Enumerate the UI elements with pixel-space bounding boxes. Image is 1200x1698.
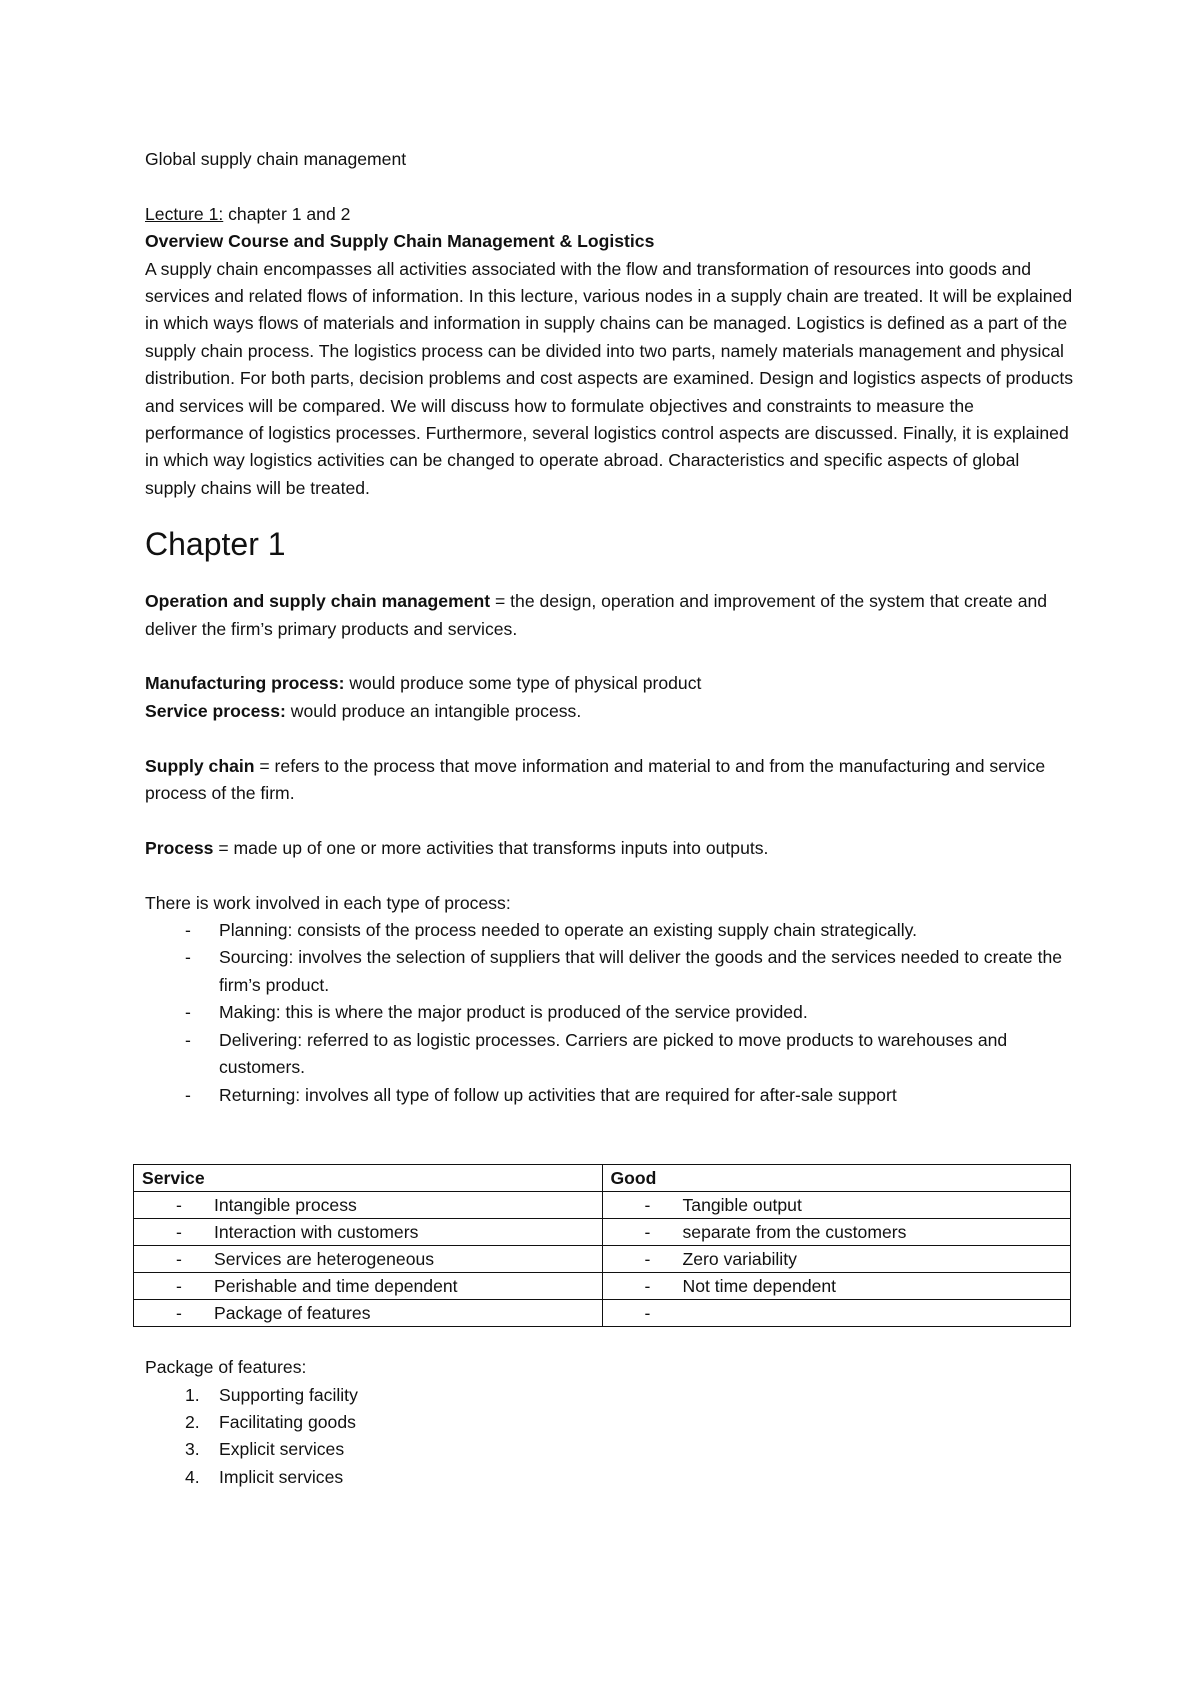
lecture-line [145,201,1075,228]
list-item: - Returning: involves all type of follow up activities that are required for after-sale support [145,1082,1075,1109]
table-row [134,1191,1071,1218]
definition-process [145,835,1075,862]
definition-term: Process [145,837,214,858]
definition-supply-chain [145,753,1075,808]
list-item: 1. Supporting facility [145,1382,1075,1409]
lecture-chapters: chapter 1 and 2 [223,203,351,224]
list-item: - Delivering: referred to as logistic processes. Carriers are picked to move products to warehouses and customers. [145,1027,1075,1082]
definition-oscm [145,588,1075,643]
lecture-summary: A supply chain encompasses all activities associated with the flow and transformation of resources into goods and services and related flows of information. In this lecture, various nodes in a supply chain are treated. It will be explained in which ways flows of materials and information in supply chains can be managed. Logistics is defined as a part of the supply chain process. The logistics process can be divided into two parts, namely materials management and physical distribution. For both parts, decision problems and cost aspects are examined. Design and logistics aspects of products and services will be compared. We will discuss how to formulate objectives and constraints to measure the performance of logistics processes. Furthermore, several logistics control aspects are discussed. Finally, it is explained in which way logistics activities can be changed to operate abroad. Characteristics and specific aspects of global supply chains will be treated. [145,258,1074,498]
list-number: 1. [185,1384,200,1405]
definition-text: would produce an intangible process. [285,700,582,721]
lecture-heading: Overview Course and Supply Chain Management & Logistics [145,231,655,252]
table-header-row [134,1164,1071,1191]
list-item: 4. Implicit services [145,1464,1075,1491]
list-number: 3. [185,1439,200,1460]
definition-term: Operation and supply chain management [145,591,491,612]
service-good-table [133,1164,1071,1327]
lecture-label: Lecture 1: [145,203,224,224]
chapter-title: Chapter 1 [145,526,286,563]
dash-bullet: - [185,947,191,968]
document-title: Global supply chain management [145,149,407,169]
document-body [142,146,1075,1491]
dash-bullet: - [185,1002,191,1023]
dash-bullet: - [185,920,191,941]
table-cell: - Intangible process [134,1191,603,1218]
definition-text: = made up of one or more activities that transforms inputs into outputs. [213,837,769,858]
list-item: - Sourcing: involves the selection of suppliers that will deliver the goods and the services needed to create the firm’s product. [145,944,1075,999]
list-item: 3. Explicit services [145,1436,1075,1463]
table-row [134,1299,1071,1326]
list-number: 2. [185,1411,200,1432]
definition-text: would produce some type of physical product [344,673,702,694]
list-item: - Planning: consists of the process needed to operate an existing supply chain strategically. [145,917,1075,944]
column-header-service: Service [134,1164,603,1191]
table-cell: - Perishable and time dependent [134,1272,603,1299]
table-row [134,1272,1071,1299]
definition-term: Supply chain [145,755,255,776]
table-cell: - Not time dependent [602,1272,1071,1299]
table-cell: - Services are heterogeneous [134,1245,603,1272]
column-header-good: Good [602,1164,1071,1191]
definition-manufacturing [145,670,1075,697]
table-cell: - separate from the customers [602,1218,1071,1245]
list-item: 2. Facilitating goods [145,1409,1075,1436]
definition-text: = the design, operation and improvement of the system that create and deliver the firm’s primary products and services. [145,591,1048,639]
work-list [145,917,1075,1109]
features-intro: Package of features: [145,1357,307,1378]
features-list [145,1382,1075,1492]
work-intro: There is work involved in each type of process: [145,892,511,913]
definition-text: = refers to the process that move information and material to and from the manufacturing and service process of the firm. [145,755,1046,804]
dash-bullet: - [185,1029,191,1050]
table-cell: - Tangible output [602,1191,1071,1218]
definition-term: Service process: [145,700,286,721]
table-cell: - Zero variability [602,1245,1071,1272]
table-cell: - [602,1299,1071,1326]
definition-service [145,698,1075,725]
dash-bullet: - [185,1084,191,1105]
list-item: - Making: this is where the major product is produced of the service provided. [145,999,1075,1026]
list-number: 4. [185,1466,200,1487]
table-cell: - Package of features [134,1299,603,1326]
table-row [134,1218,1071,1245]
definition-term: Manufacturing process: [145,673,345,694]
table-row [134,1245,1071,1272]
table-cell: - Interaction with customers [134,1218,603,1245]
